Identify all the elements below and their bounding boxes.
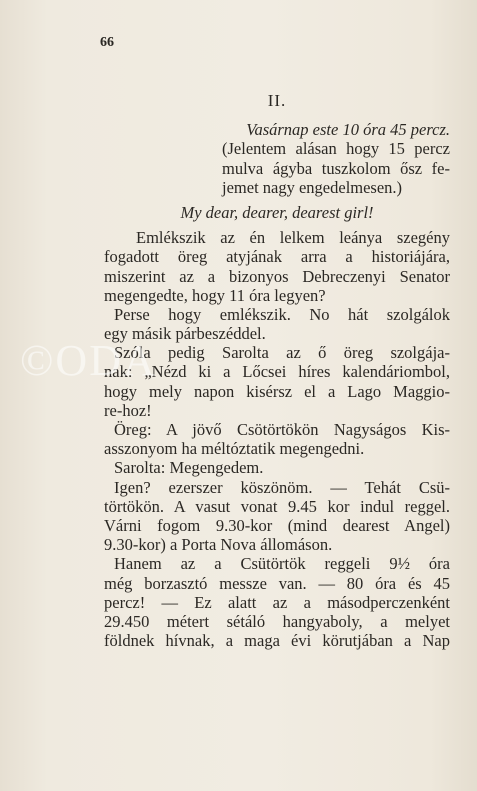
text-line: hogy mely napon kisérsz el a Lago Maggio- <box>104 381 450 401</box>
text-line: percz! — Ez alatt az a másodperczenként <box>104 592 450 612</box>
text-line: Szóla pedig Sarolta az ő öreg szolgája- <box>114 343 450 363</box>
text-line: jemet nagy engedelmesen.) <box>222 177 403 197</box>
text-line: földnek hívnak, a maga évi körutjában a Nap <box>104 631 450 651</box>
text-block <box>104 91 450 650</box>
chapter-heading: II. <box>267 91 287 110</box>
text-line: törtökön. A vasut vonat 9.45 kor indul reggel. <box>104 496 450 516</box>
text-line: asszonyom ha méltóztatik megengedni. <box>104 439 365 459</box>
text-line: My dear, dearer, dearest girl! <box>180 202 374 222</box>
text-line: miszerint az a bizonyos Debreczenyi Senator <box>104 266 450 286</box>
text-line: Igen? ezerszer köszönöm. — Tehát Csü- <box>114 477 450 497</box>
text-line: egy másik párbeszéddel. <box>104 324 266 344</box>
text-line: még borzasztó messze van. — 80 óra és 45 <box>104 573 450 593</box>
text-line: 9.30-kor) a Porta Nova állomáson. <box>104 535 333 555</box>
watermark: ©ODA <box>20 336 157 385</box>
text-line: re-hoz! <box>104 400 152 420</box>
text-line: Emlékszik az én lelkem leánya szegény <box>136 228 450 248</box>
text-line: Sarolta: Megengedem. <box>114 458 264 478</box>
page-number: 66 <box>100 35 114 50</box>
text-line: fogadott öreg atyjának arra a historiájára, <box>104 247 450 267</box>
text-line: Öreg: A jövő Csötörtökön Nagyságos Kis- <box>114 420 450 440</box>
text-line: Perse hogy emlékszik. No hát szolgálok <box>114 304 450 324</box>
text-line: Hanem az a Csütörtök reggeli 9½ óra <box>114 554 450 574</box>
text-line: (Jelentem alásan hogy 15 percz <box>222 139 450 159</box>
text-line: megengedte, hogy 11 óra legyen? <box>104 285 326 305</box>
text-line: nak: „Nézd ki a Lőcsei híres kalendáriombol, <box>104 362 450 382</box>
text-line: Vasárnap este 10 óra 45 percz. <box>246 120 450 140</box>
text-line: mulva ágyba tuszkolom ősz fe- <box>222 158 450 178</box>
text-line: Várni fogom 9.30-kor (mind dearest Angel) <box>104 515 450 535</box>
text-line: 29.450 métert sétáló hangyaboly, a melyet <box>104 611 450 631</box>
